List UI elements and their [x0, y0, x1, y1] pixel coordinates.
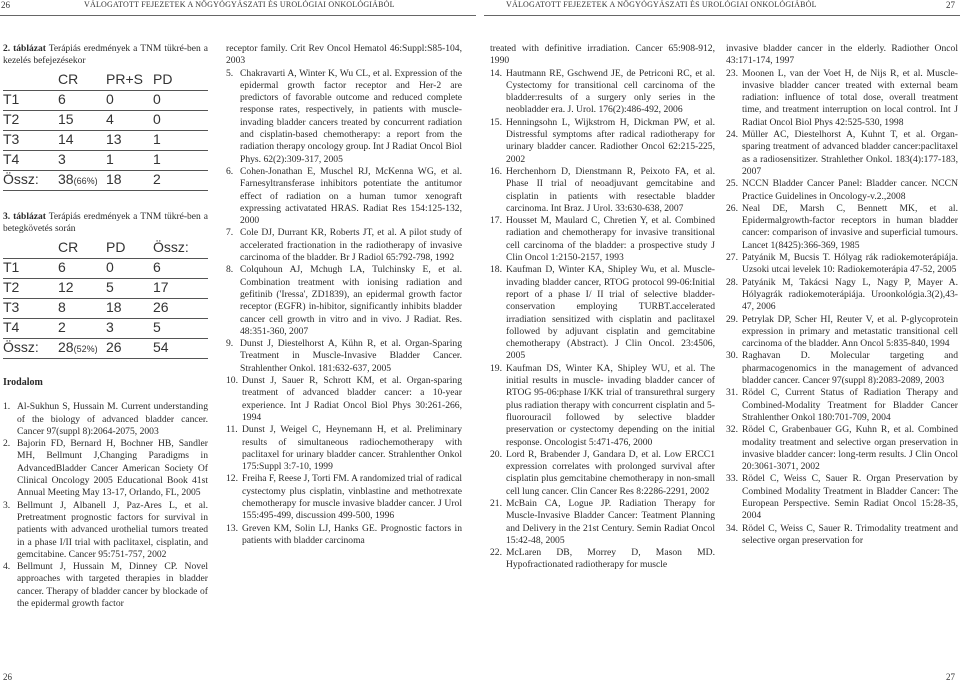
table-cell — [3, 341, 39, 353]
reference-text: Rödel C, Weiss C, Sauer R. Organ Preservation by Combined Modality Treatment in Bladder Cancer: The European Perspective. Semin Radiat Oncol 15:28-35, 2004 — [742, 473, 958, 522]
table2 — [3, 71, 208, 191]
reference-number: 24. — [726, 129, 738, 141]
reference-text: Rödel C, Grabenbauer GG, Kuhn R, et al. Combined modality treatment and selective organ preservation in invasive bladder cancer: long-term results. J Clin Oncol 20:3061-3071, 2002 — [742, 424, 958, 473]
table3-caption — [3, 211, 208, 235]
table2-caption-label: 2. táblázat — [3, 44, 46, 54]
table-cell-text: T1 — [3, 91, 20, 107]
reference-item — [226, 68, 462, 166]
reference-number: 2. — [3, 438, 11, 450]
table-cell-text: T4 — [3, 151, 20, 167]
reference-item — [726, 43, 958, 68]
reference-text: Bellmunt J, Hussain M, Dinney CP. Novel approaches with targeted therapies in bladder cancer. Therapy of bladder cancer by blockade of the epidermal growth factor — [17, 561, 208, 610]
table-cell-text: 26 — [153, 299, 169, 315]
reference-item — [490, 547, 715, 572]
reference-number: 19. — [490, 362, 502, 374]
table-header-row — [3, 71, 208, 91]
reference-text: NCCN Bladder Cancer Panel: Bladder cancer. NCCN Practice Guidelines in Oncology-v.2.,2008 — [742, 178, 958, 202]
table-cell — [58, 341, 98, 355]
reference-number: 13. — [226, 522, 238, 534]
reference-text: Henningsohn L, Wijkstrom H, Dickman PW, et al. Distressful symptoms after radical radiotherapy for urinary bladder cancer. Radiother Oncol 62:215-225, 2002 — [506, 116, 715, 165]
reference-number: 5. — [226, 67, 234, 79]
reference-text: Cole DJ, Durrant KR, Roberts JT, et al. A pilot study of accelerated fractionation in the radiotherapy of invasive carcinoma of the bladder. Br J Radiol 65:792-798, 1992 — [240, 227, 462, 264]
table-row — [3, 339, 208, 359]
reference-text: invasive bladder cancer in the elderly. Radiother Oncol 43:171-174, 1997 — [726, 43, 958, 67]
table-cell — [106, 153, 114, 165]
reference-item — [490, 117, 715, 166]
table-cell-text: Össz: — [3, 171, 39, 187]
reference-text: Freiha F, Reese J, Torti FM. A randomized trial of radical cystectomy plus cisplatin, vinblastine and methotrexate chemotherapy for muscle invasive bladder cancer. J Urol 155:495-499, discussion 499-500, 1996 — [242, 473, 462, 522]
table-cell — [3, 133, 19, 145]
table-cell-text: 5 — [106, 279, 114, 295]
reference-number: 28. — [726, 276, 738, 288]
table-cell-text: 12 — [58, 279, 74, 295]
table-cell — [153, 133, 161, 145]
table-cell-text: 0 — [106, 259, 114, 275]
reference-item — [726, 68, 958, 129]
reference-number: 17. — [490, 215, 502, 227]
table-cell — [3, 173, 39, 185]
reference-item — [490, 166, 715, 215]
table-row — [3, 279, 208, 299]
reference-text: Herchenhorn D, Dienstmann R, Peixoto FA, et al. Phase II trial of neoadjuvant gemcitabine and cisplatin in patients with resectable bladder carcinoma. Int Braz. J Urol. 33:630-638, 2007 — [506, 165, 715, 214]
table-cell-text: T4 — [3, 319, 20, 335]
reference-number: 18. — [490, 264, 502, 276]
table-cell — [153, 281, 169, 293]
total-percentage: (66%) — [73, 176, 98, 186]
table-header-cell — [153, 73, 172, 85]
table-header-cell — [58, 73, 78, 85]
reference-number: 8. — [226, 264, 234, 276]
reference-number: 14. — [490, 67, 502, 79]
table-cell — [58, 321, 66, 333]
reference-text: Colquhoun AJ, Mchugh LA, Tulchinsky E, et al. Combination treatment with ionising radiation and gefitinib ('Iressa', ZD1839), an epidermal growth factor receptor (EGFR) in-hibitor, significantly inhibits bladder cancer cell growth in vitro and in vivo. J Radiat. Res. 48:351-360, 2007 — [240, 264, 462, 337]
reference-text: Cohen-Jonathan E, Muschel RJ, McKenna WG, et al. Farnesyltransferase inhibitors potentiate the antitumor effect of radiation on a human tumor xenograft expressing activatated HRAS. Radiat Res 154:125-132, 2000 — [240, 165, 462, 227]
table-cell — [106, 281, 114, 293]
reference-text: Dunst J, Sauer R, Schrott KM, et al. Organ-sparing treatment of advanced bladder cancer: a 10-year experience. Int J Radiat Oncol Biol Phys 30:261-266, 1994 — [242, 375, 462, 423]
reference-number: 1. — [3, 401, 11, 413]
table2-caption — [3, 43, 208, 67]
table-row — [3, 319, 208, 339]
table-header-cell — [106, 241, 125, 253]
reference-number: 21. — [490, 497, 502, 509]
table-cell — [153, 301, 169, 313]
header-rule-right — [484, 15, 960, 16]
reference-text: McBain CA, Logue JP. Radiation Therapy for Muscle-Invasive Bladder Cancer: Teatment Planning and Delivery in the 21st Century. Semin Radiat Oncol 15:42-48, 2005 — [506, 497, 715, 546]
reference-item — [226, 523, 462, 548]
reference-item — [226, 43, 462, 68]
running-header-right: VÁLOGATOTT FEJEZETEK A NŐGYÓGYÁSZATI ÉS UROLÓGIAI ONKOLÓGIÁBÓL — [506, 0, 817, 9]
table-cell — [58, 301, 66, 313]
reference-text: Dunst J, Weigel C, Heynemann H, et al. Preliminary results of simultaneous radiochemotherapy with paclitaxel for urinary bladder cancer. Strahlenther Onkol 175:Suppl 3:7-10, 1999 — [242, 424, 462, 473]
table-cell — [3, 321, 19, 333]
table-cell — [3, 113, 19, 125]
total-percentage: (52%) — [73, 344, 98, 354]
reference-number: 22. — [490, 547, 502, 559]
table-cell-text: 0 — [106, 91, 114, 107]
section-title-references: Irodalom — [3, 377, 43, 388]
reference-item — [490, 449, 715, 498]
page-number-bottom-left: 26 — [3, 672, 12, 682]
table-cell — [3, 281, 19, 293]
reference-item — [726, 314, 958, 351]
reference-text: Raghavan D. Molecular targeting and pharmacogenomics in the management of advanced bladder cancer. Cancer 97(suppl 8):2083-2089, 2003 — [742, 350, 958, 387]
reference-item — [726, 129, 958, 178]
page-number-bottom-right: 27 — [946, 672, 955, 682]
reference-text: Greven KM, Solin LJ, Hanks GE. Prognostic factors in patients with bladder carcinoma — [242, 522, 462, 546]
table-cell-text: 2 — [153, 171, 161, 187]
table-cell-text: 28 — [58, 339, 74, 355]
reference-number: 9. — [226, 338, 234, 350]
page-number-top-right: 27 — [946, 0, 955, 10]
running-header-left: VÁLOGATOTT FEJEZETEK A NŐGYÓGYÁSZATI ÉS UROLÓGIAI ONKOLÓGIÁBÓL — [84, 0, 395, 9]
table-cell — [3, 261, 19, 273]
reference-number: 30. — [726, 350, 738, 362]
table-cell-text: 2 — [58, 319, 66, 335]
reference-item — [226, 227, 462, 264]
table-cell — [153, 173, 161, 185]
table-cell-text: T3 — [3, 299, 20, 315]
table-row — [3, 259, 208, 279]
reference-number: 10. — [226, 375, 238, 387]
table-row — [3, 151, 208, 171]
reference-number: 27. — [726, 252, 738, 264]
reference-text: Al-Sukhun S, Hussain M. Current understanding of the biology of advanced bladder cancer. Cancer 97(suppl 8):2064-2075, 2003 — [17, 401, 208, 437]
reference-item — [226, 338, 462, 375]
reference-number: 34. — [726, 522, 738, 534]
table-cell-text: T2 — [3, 111, 20, 127]
reference-item — [490, 498, 715, 547]
table-cell — [153, 261, 161, 273]
table-cell — [58, 173, 98, 187]
table-row — [3, 91, 208, 111]
table-cell — [106, 341, 122, 353]
table3-caption-label: 3. táblázat — [3, 212, 46, 222]
table-cell-text: T2 — [3, 279, 20, 295]
reference-text: Rödel C, Current Status of Radiation Therapy and Combined-Modality Treatment for Bladder Cancer Strahlenther Onkol 180:701-709, 2004 — [742, 387, 958, 423]
table-cell — [3, 153, 19, 165]
table-cell — [106, 321, 114, 333]
table-cell-text: 14 — [58, 131, 74, 147]
reference-text: Lord R, Brabender J, Gandara D, et al. Low ERCC1 expression correlates with prolonged survival after cisplatin plus gemcitabine chemotherapy in non-small cell lung cancer. Clin Cancer Res 8:2286-2291, 2002 — [506, 448, 715, 497]
table-cell — [106, 93, 114, 105]
reference-number: 6. — [226, 165, 234, 177]
reference-number: 32. — [726, 424, 738, 436]
table-cell-text: 17 — [153, 279, 169, 295]
reference-text: Müller AC, Diestelhorst A, Kuhnt T, et al. Organ-sparing treatment of advanced bladder cancer:paclitaxel as a radiosensitizer. Strahlether Onkol. 183(4):177-183, 2007 — [742, 129, 958, 177]
reference-item — [726, 387, 958, 424]
reference-item — [726, 252, 958, 277]
table-cell — [58, 113, 74, 125]
reference-item — [490, 264, 715, 362]
table-cell-text: 38 — [58, 171, 74, 187]
table-cell-text: 1 — [153, 131, 161, 147]
table-row — [3, 131, 208, 151]
table-row — [3, 299, 208, 319]
table-cell-text: PR+S — [106, 71, 143, 87]
table-cell-text: 13 — [106, 131, 122, 147]
reference-text: Patyánik M, Bucsis T. Hólyag rák radiokemoterápiája. Uzsoki utcai levelek 10: Radiokemoterápia 47-52, 2005 — [742, 252, 958, 276]
left-column-1 — [3, 43, 208, 610]
table-cell — [106, 173, 122, 185]
reference-item — [490, 215, 715, 264]
reference-number: 25. — [726, 178, 738, 190]
reference-number: 4. — [3, 561, 11, 573]
table-cell-text: 0 — [153, 111, 161, 127]
table-cell-text: 6 — [153, 259, 161, 275]
table-cell-text: T1 — [3, 259, 20, 275]
table-cell-text: PD — [106, 239, 126, 255]
reference-text: Dunst J, Diestelhorst A, Kühn R, et al. Organ-Sparing Treatment in Muscle-Invasive Bladder Cancer. Strahlenther Onkol. 181:632-637, 2005 — [240, 338, 462, 374]
reference-item — [726, 350, 958, 387]
table-cell-text: 0 — [153, 91, 161, 107]
reference-number: 12. — [226, 473, 238, 485]
reference-text: Bajorin FD, Bernard H, Bochner HB, Sandler MH, Bellmunt J,Changing Paradigms in AdvancedBladder Cancer American Society Of Clinical Oncology 2005 Educational Book 41st Annual Meeting May 13-17, Orlando, FL, 2005 — [17, 438, 208, 499]
table-cell — [153, 341, 169, 353]
table-cell — [58, 133, 74, 145]
page-number-top-left: 26 — [1, 0, 10, 10]
table-cell-text: Össz: — [153, 239, 189, 255]
table2-caption-text: Terápiás eredmények a TNM tükré-ben a kezelés befejezésekor — [3, 44, 208, 66]
table-cell — [3, 93, 19, 105]
reference-item — [226, 473, 462, 522]
table-row — [3, 111, 208, 131]
reference-item — [3, 500, 208, 561]
table-cell-text: 54 — [153, 339, 169, 355]
reference-number: 16. — [490, 165, 502, 177]
reference-item — [3, 401, 208, 438]
reference-number: 20. — [490, 448, 502, 460]
table-cell-text: 1 — [153, 151, 161, 167]
reference-text: Bellmunt J, Albanell J, Paz-Ares L, et al. Pretreatment prognostic factors for survival in patients with advanced urothelial tumors treated in a phase I/II trial with paclitaxel, cisplatin, and gemcitabine. Cancer 95:751-757, 2002 — [17, 499, 208, 560]
table-cell-text: 6 — [58, 259, 66, 275]
table-cell-text: PD — [153, 71, 173, 87]
table-cell-text: CR — [58, 239, 79, 255]
table-cell-text: 5 — [153, 319, 161, 335]
table3 — [3, 239, 208, 359]
table-cell-text: 6 — [58, 91, 66, 107]
reference-text: treated with definitive irradiation. Cancer 65:908-912, 1990 — [490, 43, 715, 67]
table-cell — [58, 153, 66, 165]
table-cell — [58, 93, 66, 105]
table-header-cell — [106, 73, 143, 85]
reference-text: Moonen L, van der Voet H, de Nijs R, et al. Muscle-invasive bladder cancer treated with external beam radiation: influence of total dose, overall treatment time, and treatment interruption on local control. Int J Radiat Oncol Biol Phys 42:525-530, 1998 — [742, 67, 958, 128]
reference-number: 26. — [726, 202, 738, 214]
reference-item — [490, 363, 715, 449]
header-rule-left — [0, 15, 476, 16]
reference-text: Chakravarti A, Winter K, Wu CL, et al. Expression of the epidermal growth factor receptor and Her-2 are predictors of favorable outcome and reduced complete response rates, respectively, in patients with muscle-invading bladder cancers treated by concurrent radiation and cisplatin-based chemotherapy: a report from the radiation therapy oncology group. Int J Radiat Oncol Biol Phys. 62(2):309-317, 2005 — [240, 67, 462, 165]
table-cell — [153, 153, 161, 165]
table-cell-text: T3 — [3, 131, 20, 147]
reference-item — [726, 203, 958, 252]
table-header-cell — [153, 241, 189, 253]
table-cell — [106, 113, 114, 125]
table-cell — [58, 281, 74, 293]
reference-number: 15. — [490, 116, 502, 128]
reference-list-col1 — [3, 401, 208, 610]
reference-text: receptor family. Crit Rev Oncol Hematol 46:Suppl:S85-104, 2003 — [226, 43, 462, 67]
reference-item — [726, 473, 958, 522]
table-header-row — [3, 239, 208, 259]
reference-number: 33. — [726, 473, 738, 485]
reference-item — [726, 523, 958, 548]
reference-text: Neal DE, Marsh C, Bennett MK, et al. Epidermalgrowth-factor receptors in human bladder cancer: comparison of invasive and superficial tumours. Lancet 1(8425):366-369, 1985 — [742, 202, 958, 251]
table-cell-text: 3 — [58, 151, 66, 167]
reference-item — [3, 438, 208, 499]
reference-number: 23. — [726, 67, 738, 79]
reference-item — [3, 561, 208, 610]
reference-text: Hautmann RE, Gschwend JE, de Petriconi RC, et al. Cystectomy for transitional cell carcinoma of the bladder:results of a surgery only series in the neobladder era. J. Urol. 176(2):486-492, 2006 — [506, 67, 715, 116]
table-cell — [153, 113, 161, 125]
reference-number: 29. — [726, 313, 738, 325]
reference-number: 11. — [226, 424, 238, 436]
table-cell-text: 4 — [106, 111, 114, 127]
reference-item — [226, 264, 462, 338]
reference-number: 3. — [3, 499, 11, 511]
reference-item — [726, 178, 958, 203]
reference-item — [226, 166, 462, 227]
reference-list-col4 — [726, 43, 958, 547]
table-header-cell — [58, 241, 78, 253]
table-cell — [58, 261, 66, 273]
reference-text: Petrylak DP, Scher HI, Reuter V, et al. P-glycoprotein expression in primary and metastatic transitional cell carcinoma of the bladder. Ann Oncol 5:835-840, 1994 — [742, 313, 958, 350]
reference-list-col3 — [490, 43, 715, 572]
reference-item — [226, 375, 462, 424]
reference-text: Patyánik M, Takácsi Nagy L, Nagy P, Mayer A. Hólyagrák radiokemoterápiája. Uroonkológia.3(2),43-47, 2006 — [742, 276, 958, 313]
reference-number: 31. — [726, 387, 738, 399]
table-cell-text: CR — [58, 71, 79, 87]
table-row — [3, 171, 208, 191]
reference-item — [726, 277, 958, 314]
reference-item — [490, 43, 715, 68]
reference-text: Kaufman DS, Winter KA, Shipley WU, et al. The initial results in muscle- invading bladder cancer of RTOG 95-06:phase I/KK trial of transurethral surgery plus radiation therapy with concurrent cisplatin and 5-fluorouracil followed by selective bladder preservation or cystectomy depending on the initial response. Oncologist 5:471-476, 2000 — [506, 362, 715, 448]
reference-text: Kaufman D, Winter KA, Shipley Wu, et al. Muscle-invading bladder cancer, RTOG protocol 99-06:Initial report of a phase I/ II trial of selective bladder-conservation employing TURBT.accelerated irradiation sensitized with cisplatin and paclitaxel followed by adjuvant cisplatin and gemcitabine chemotherapy (Abstract). J Clin Oncol. 23:4506, 2005 — [506, 264, 715, 362]
reference-item — [226, 424, 462, 473]
table-cell-text: 8 — [58, 299, 66, 315]
reference-number: 7. — [226, 227, 234, 239]
table-cell — [106, 261, 114, 273]
table3-caption-text: Terápiás eredmények a TNM tükré-ben a betegkövetés során — [3, 212, 208, 234]
reference-text: McLaren DB, Morrey D, Mason MD. Hypofractionated radiotherapy for muscle — [506, 547, 715, 571]
table-cell-text: Össz: — [3, 339, 39, 355]
reference-item — [726, 424, 958, 473]
table-cell — [106, 133, 122, 145]
table-cell — [153, 321, 161, 333]
table-cell — [106, 301, 122, 313]
reference-text: Housset M, Maulard C, Chretien Y, et al. Combined radiation and chemotherapy for invasive transitional cell carcinoma of the bladder: a prospective study J Clin Oncol 1:2150-2157, 1993 — [506, 215, 715, 264]
table-cell — [3, 301, 19, 313]
table-cell-text: 3 — [106, 319, 114, 335]
table-cell-text: 18 — [106, 299, 122, 315]
reference-text: Rödel C, Weiss C, Sauer R. Trimodality treatment and selective organ preservation for — [742, 522, 958, 546]
table-cell-text: 1 — [106, 151, 114, 167]
table-cell-text: 26 — [106, 339, 122, 355]
table-cell-text: 18 — [106, 171, 122, 187]
reference-item — [490, 68, 715, 117]
table-cell — [153, 93, 161, 105]
table-cell-text: 15 — [58, 111, 74, 127]
reference-list-col2 — [226, 43, 462, 547]
